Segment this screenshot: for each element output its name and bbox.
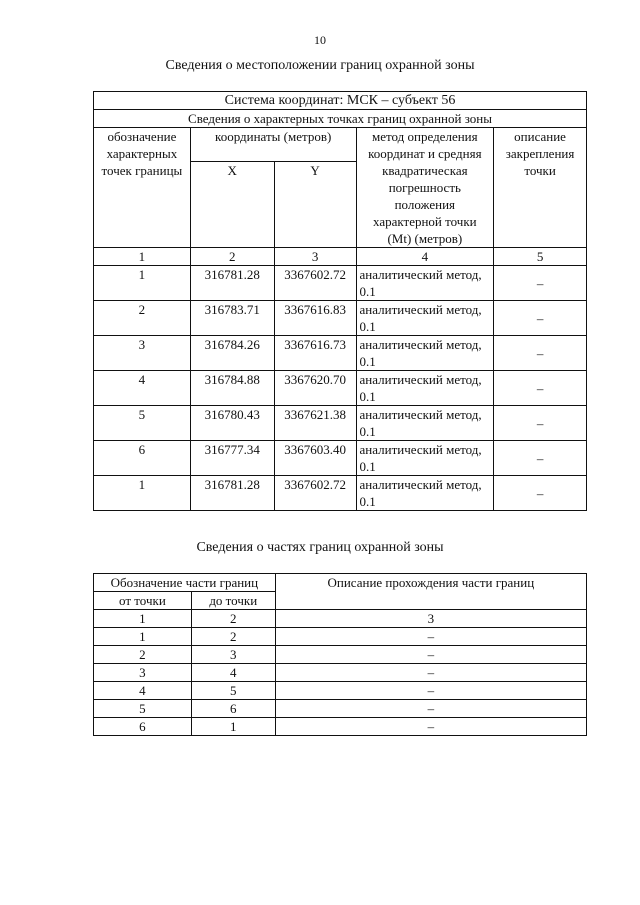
part-description: – <box>275 664 586 682</box>
fixing: – <box>494 476 587 511</box>
fixing: – <box>494 441 587 476</box>
from-point: 1 <box>94 628 192 646</box>
table-row <box>94 664 587 682</box>
table-row <box>94 682 587 700</box>
table-row <box>94 301 587 336</box>
to-point: 1 <box>191 718 275 736</box>
method: аналитический метод, 0.1 <box>356 266 494 301</box>
coord-x: 316780.43 <box>190 406 274 441</box>
part-description: – <box>275 628 586 646</box>
coord-y: 3367602.72 <box>274 266 356 301</box>
header-from-point: от точки <box>94 592 192 610</box>
column-number: 4 <box>356 248 494 266</box>
to-point: 5 <box>191 682 275 700</box>
column-number: 2 <box>190 248 274 266</box>
header-coordinates: координаты (метров) <box>190 128 356 162</box>
to-point: 2 <box>191 628 275 646</box>
table-subtitle: Сведения о характерных точках границ охранной зоны <box>94 110 587 128</box>
boundary-parts-table <box>93 573 587 736</box>
from-point: 4 <box>94 682 192 700</box>
column-number: 1 <box>94 610 192 628</box>
table-row <box>94 628 587 646</box>
coord-y: 3367603.40 <box>274 441 356 476</box>
column-number: 5 <box>494 248 587 266</box>
method: аналитический метод, 0.1 <box>356 476 494 511</box>
point-id: 1 <box>94 266 191 301</box>
table-row <box>94 371 587 406</box>
point-id: 2 <box>94 301 191 336</box>
header-fixing: описание закрепления точки <box>494 128 587 248</box>
table-row <box>94 476 587 511</box>
coord-x: 316783.71 <box>190 301 274 336</box>
from-point: 2 <box>94 646 192 664</box>
coord-y: 3367602.72 <box>274 476 356 511</box>
point-id: 5 <box>94 406 191 441</box>
column-number: 1 <box>94 248 191 266</box>
point-id: 6 <box>94 441 191 476</box>
header-method: метод определения координат и средняя квадратическая погрешность положения характерной точки (Mt) (метров) <box>356 128 494 248</box>
section-heading-boundaries: Сведения о местоположении границ охранной зоны <box>165 58 475 73</box>
column-number: 3 <box>275 610 586 628</box>
point-id: 3 <box>94 336 191 371</box>
section-heading-parts: Сведения о частях границ охранной зоны <box>196 540 444 555</box>
coordinate-system: Система координат: МСК – субъект 56 <box>94 92 587 110</box>
fixing: – <box>494 266 587 301</box>
to-point: 4 <box>191 664 275 682</box>
method: аналитический метод, 0.1 <box>356 301 494 336</box>
part-description: – <box>275 700 586 718</box>
page-number: 10 <box>314 33 326 47</box>
table-row <box>94 700 587 718</box>
coord-y: 3367616.83 <box>274 301 356 336</box>
fixing: – <box>494 301 587 336</box>
header-x: X <box>190 162 274 248</box>
table-row <box>94 646 587 664</box>
point-id: 1 <box>94 476 191 511</box>
column-number: 3 <box>274 248 356 266</box>
header-part-description: Описание прохождения части границ <box>275 574 586 610</box>
from-point: 5 <box>94 700 192 718</box>
coord-x: 316777.34 <box>190 441 274 476</box>
method: аналитический метод, 0.1 <box>356 406 494 441</box>
part-description: – <box>275 646 586 664</box>
coord-y: 3367621.38 <box>274 406 356 441</box>
column-number: 2 <box>191 610 275 628</box>
method: аналитический метод, 0.1 <box>356 336 494 371</box>
header-point-designation: обозначение характерных точек границы <box>94 128 191 248</box>
header-y: Y <box>274 162 356 248</box>
fixing: – <box>494 371 587 406</box>
table-row <box>94 441 587 476</box>
coord-x: 316781.28 <box>190 476 274 511</box>
method: аналитический метод, 0.1 <box>356 371 494 406</box>
point-id: 4 <box>94 371 191 406</box>
coord-x: 316784.88 <box>190 371 274 406</box>
fixing: – <box>494 336 587 371</box>
fixing: – <box>494 406 587 441</box>
coord-y: 3367616.73 <box>274 336 356 371</box>
header-part-designation: Обозначение части границ <box>94 574 276 592</box>
part-description: – <box>275 682 586 700</box>
table-row <box>94 266 587 301</box>
coordinates-table <box>93 91 587 511</box>
from-point: 6 <box>94 718 192 736</box>
from-point: 3 <box>94 664 192 682</box>
to-point: 3 <box>191 646 275 664</box>
table-row <box>94 336 587 371</box>
to-point: 6 <box>191 700 275 718</box>
table-row <box>94 718 587 736</box>
table-row <box>94 406 587 441</box>
method: аналитический метод, 0.1 <box>356 441 494 476</box>
header-to-point: до точки <box>191 592 275 610</box>
coord-x: 316784.26 <box>190 336 274 371</box>
part-description: – <box>275 718 586 736</box>
coord-y: 3367620.70 <box>274 371 356 406</box>
coord-x: 316781.28 <box>190 266 274 301</box>
